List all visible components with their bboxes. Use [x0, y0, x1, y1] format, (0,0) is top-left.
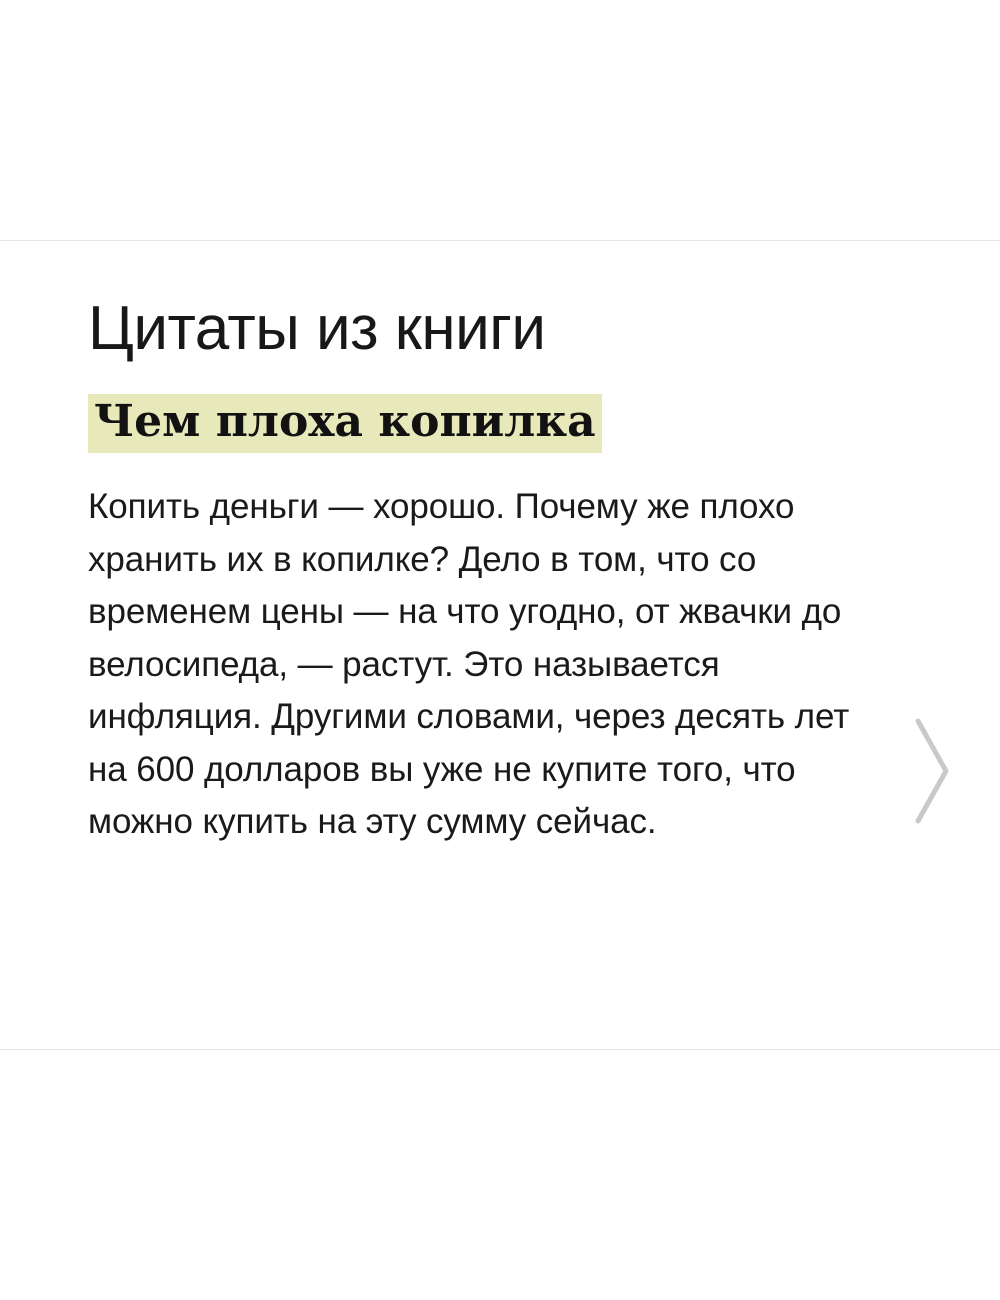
card-content: [88, 296, 888, 849]
page-title: Цитаты из книги: [88, 294, 546, 363]
quote-body-text: Копить деньги — хорошо. Почему же плохо хранить их в копилке? Дело в том, что со временем цены — на что угодно, от жвачки до велосипеда, — растут. Это называется инфляция. Другими словами, через десять лет на 600 долларов вы уже не купите того, что можно купить на эту сумму сейчас.: [88, 487, 850, 842]
highlight-heading-container: [88, 389, 888, 455]
chevron-right-icon[interactable]: [912, 711, 952, 831]
quote-card: [0, 240, 1000, 1050]
highlight-heading: Чем плоха копилка: [88, 394, 602, 453]
